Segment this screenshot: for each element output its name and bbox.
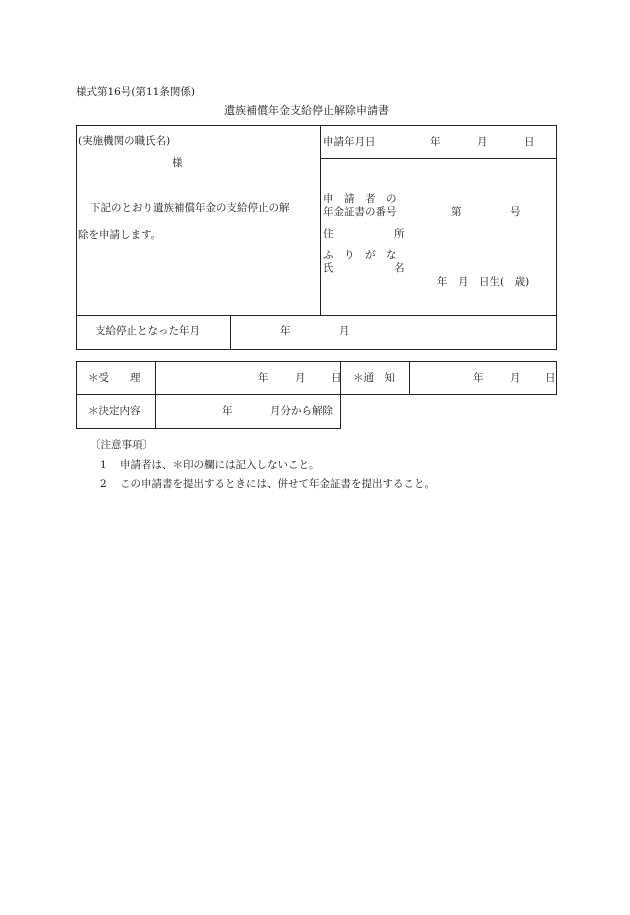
applicant-label-line1: 申 請 者 の <box>323 193 397 205</box>
application-date-month: 月 <box>477 136 488 148</box>
notice-day: 日 <box>545 372 556 384</box>
recipient-label: (実施機関の職氏名) <box>78 135 171 147</box>
request-text-line1: 下記のとおり遺族補償年金の支給停止の解 <box>90 202 290 214</box>
notes-heading: 〔注意事項〕 <box>90 439 153 451</box>
form-number: 様式第16号(第11条関係) <box>76 86 195 98</box>
receipt-month: 月 <box>295 372 306 384</box>
office-use-table <box>76 361 557 395</box>
note-item: 申請者は、＊印の欄には記入しないこと。 <box>120 459 320 471</box>
application-date-label: 申請年月日 <box>323 136 376 148</box>
address-label-2: 所 <box>394 228 405 240</box>
notice-label: ＊通 知 <box>353 372 395 384</box>
suspension-year: 年 <box>280 325 291 337</box>
certificate-number-dai: 第 <box>451 206 462 218</box>
certificate-number-label: 年金証書の番号 <box>323 206 397 218</box>
suspension-month: 月 <box>339 325 350 337</box>
decision-label: ＊決定内容 <box>88 405 141 417</box>
name-label-2: 名 <box>394 262 405 274</box>
decision-suffix: 月分から解除 <box>270 405 333 417</box>
furigana-label: ふ り が な <box>323 249 397 261</box>
application-date-day: 日 <box>524 136 535 148</box>
note-number: 1 <box>100 459 107 471</box>
receipt-day: 日 <box>331 372 342 384</box>
decision-year: 年 <box>222 405 233 417</box>
notice-year: 年 <box>473 372 484 384</box>
name-label-1: 氏 <box>323 262 334 274</box>
suspension-label: 支給停止となった年月 <box>95 325 200 337</box>
receipt-year: 年 <box>258 372 269 384</box>
note-item: この申請書を提出するときには、併せて年金証書を提出すること。 <box>120 478 435 490</box>
honorific: 様 <box>172 157 183 169</box>
birth-date-line: 年 月 日生( 歳) <box>437 276 530 288</box>
form-title: 遺族補償年金支給停止解除申請書 <box>224 104 389 117</box>
note-number: 2 <box>100 478 107 490</box>
receipt-label: ＊受 理 <box>88 372 141 384</box>
request-text-line2: 除を申請します。 <box>78 229 162 241</box>
address-label-1: 住 <box>323 228 334 240</box>
certificate-number-gou: 号 <box>510 206 521 218</box>
notice-month: 月 <box>510 372 521 384</box>
application-date-year: 年 <box>430 136 441 148</box>
